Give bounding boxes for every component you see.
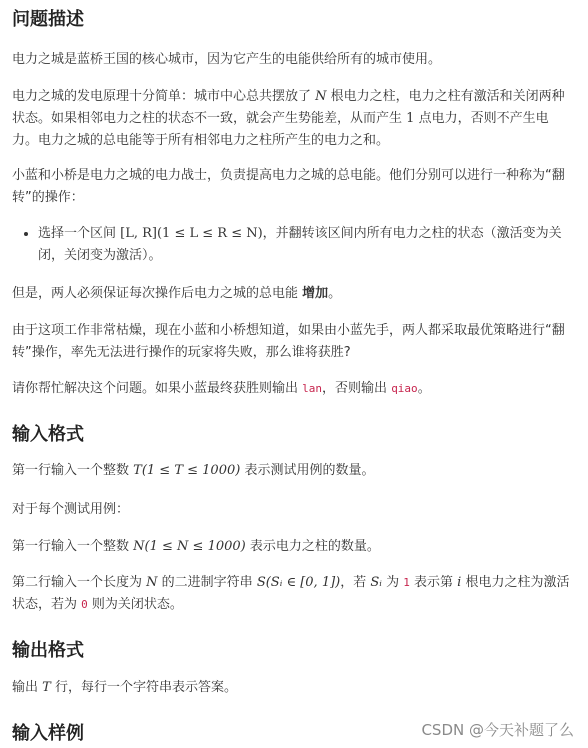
input-line-3: 第一行输入一个整数 N(1 ≤ N ≤ 1000) 表示电力之柱的数量。 — [12, 539, 380, 554]
watermark: CSDN @今天补题了么 — [421, 721, 574, 739]
output-line: 输出 T 行，每行一个字符串表示答案。 — [12, 680, 237, 695]
operation-list — [12, 223, 578, 267]
paragraph-game: 由于这项工作非常枯燥，现在小蓝和小桥想知道，如果由小蓝先手，两人都采取最优策略进行“翻转”操作，率先无法进行操作的玩家将失败，那么谁将获胜? — [12, 323, 565, 360]
paragraph-warriors: 小蓝和小桥是电力之城的电力战士，负责提高电力之城的总电能。他们分别可以进行一种称为“翻转”的操作： — [12, 168, 565, 205]
input-line-4: 第二行输入一个长度为 N 的二进制字符串 S(Sᵢ ∈ [0, 1])，若 Sᵢ 为 1 表示第 i 根电力之柱为激活状态，若为 0 则为关闭状态。 — [12, 575, 570, 612]
input-format-title: 输入格式 — [12, 424, 84, 445]
problem-title: 问题描述 — [12, 9, 84, 30]
input-line-1: 第一行输入一个整数 T(1 ≤ T ≤ 1000) 表示测试用例的数量。 — [12, 463, 375, 478]
list-item: • 选择一个区间 [L, R](1 ≤ L ≤ R ≤ N)，并翻转该区间内所有电力之柱的状态（激活变为关闭，关闭变为激活）。 — [38, 223, 578, 267]
paragraph-output-rule: 请你帮忙解决这个问题。如果小蓝最终获胜则输出 lan，否则输出 qiao。 — [12, 381, 431, 396]
paragraph-constraint: 但是，两人必须保证每次操作后电力之城的总电能 增加。 — [12, 286, 342, 301]
sample-input-title: 输入样例 — [12, 723, 84, 744]
output-format-title: 输出格式 — [12, 640, 84, 661]
paragraph-intro: 电力之城是蓝桥王国的核心城市，因为它产生的电能供给所有的城市使用。 — [12, 52, 442, 67]
paragraph-principle: 电力之城的发电原理十分简单：城市中心总共摆放了 N 根电力之柱，电力之柱有激活和关闭两种状态。如果相邻电力之柱的状态不一致，就会产生势能差，从而产生 1 点电力，否则不产生电力。电力之城的总电能等于所有相邻电力之柱所产生的电力之和。 — [12, 89, 565, 148]
input-line-2: 对于每个测试用例： — [12, 502, 130, 517]
